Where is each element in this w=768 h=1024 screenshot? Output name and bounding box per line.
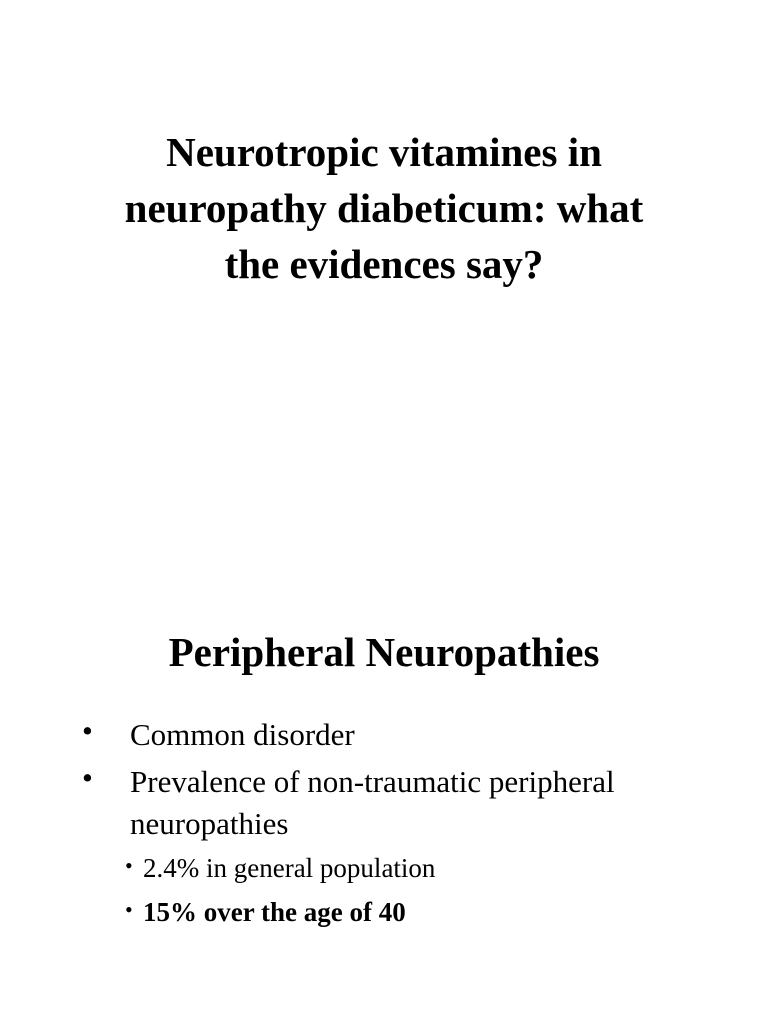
bullet-text: Common disorder xyxy=(130,717,355,752)
slide-heading: Peripheral Neuropathies xyxy=(168,629,600,675)
bullet-list xyxy=(0,714,768,938)
sub-bullet-item xyxy=(0,850,768,886)
bullet-item-prevalence xyxy=(0,761,768,845)
sub-bullet-icon: • xyxy=(125,897,133,922)
bullet-item-common-disorder xyxy=(0,714,768,756)
presentation-title xyxy=(40,124,728,292)
sub-bullet-list xyxy=(0,850,768,930)
sub-bullet-item-emphasis xyxy=(0,894,768,930)
sub-bullet-icon: • xyxy=(125,853,133,878)
title-line: Neurotropic vitamines in xyxy=(166,129,602,175)
slide-peripheral-neuropathies xyxy=(0,512,768,1024)
sub-bullet-text: 2.4% in general population xyxy=(143,853,436,883)
title-line: the evidences say? xyxy=(224,241,544,287)
bullet-text: Prevalence of non-traumatic peripheral xyxy=(130,764,615,799)
sub-bullet-group xyxy=(0,850,768,930)
title-line: neuropathy diabeticum: what xyxy=(124,185,644,231)
bullet-icon: • xyxy=(82,713,93,748)
bullet-text-continued: neuropathies xyxy=(130,806,289,841)
bullet-icon: • xyxy=(82,760,93,795)
sub-bullet-text: 15% over the age of 40 xyxy=(143,897,406,927)
